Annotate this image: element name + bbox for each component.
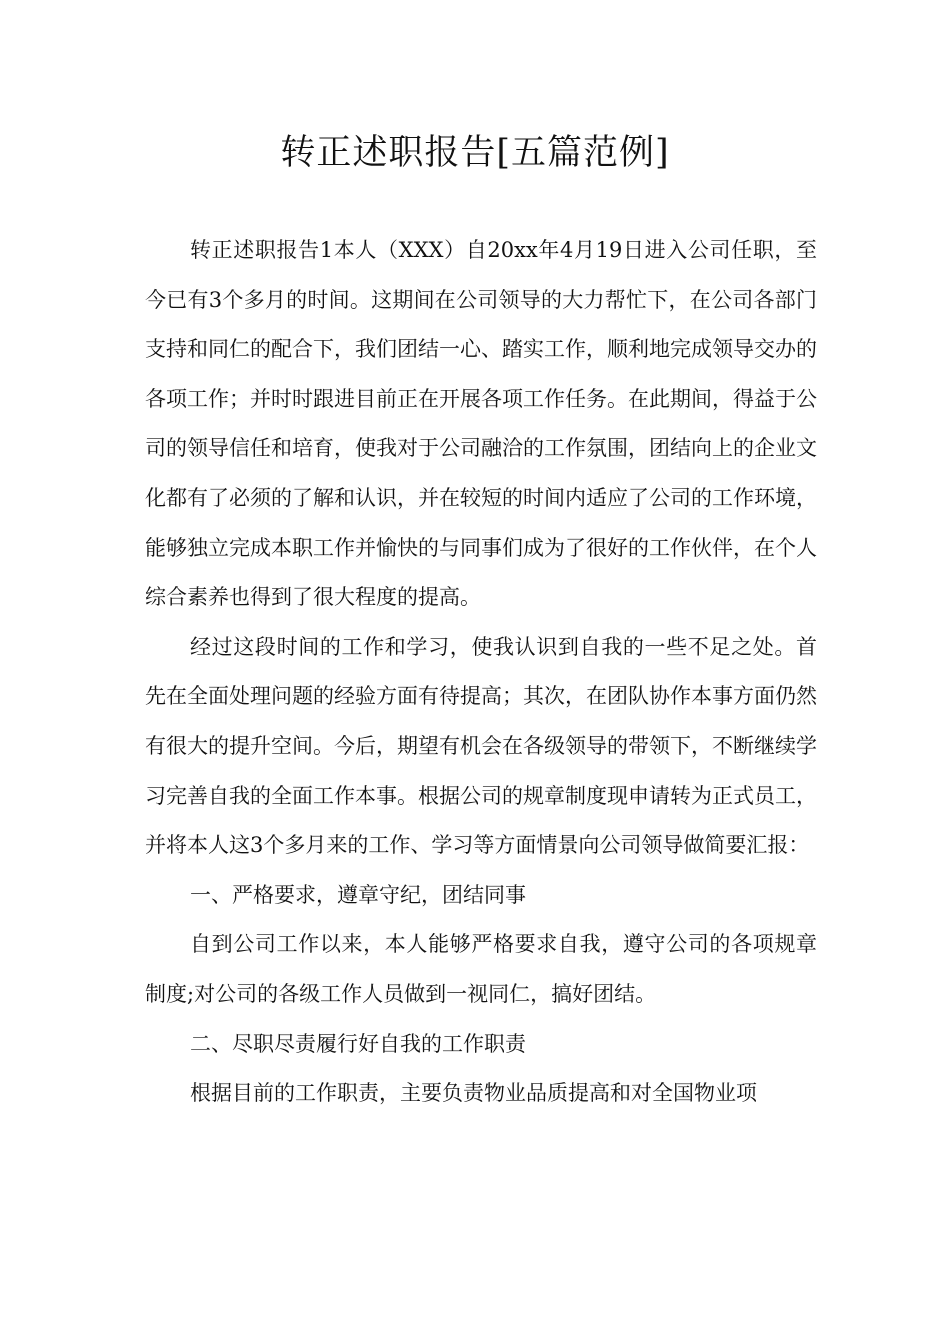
document-title: 转正述职报告[五篇范例] (280, 133, 670, 173)
section-heading: 二、尽职尽责履行好自我的工作职责 (190, 1031, 526, 1056)
section-heading: 一、严格要求，遵章守纪，团结同事 (190, 882, 526, 907)
body-paragraph: 根据目前的工作职责，主要负责物业品质提高和对全国物业项 (190, 1081, 757, 1106)
body-paragraph: 转正述职报告1本人（XXX）自20xx年4月19日进入公司任职，至今已有3个多月的时间。这期间在公司领导的大力帮忙下，在公司各部门支持和同仁的配合下，我们团结一心、踏实工作，顺利地完成领导交办的各项工作；并时时跟进目前正在开展各项工作任务。在此期间，得益于公司的领导信任和培育，使我对于公司融洽的工作氛围，团结向上的企业文化都有了必须的了解和认识，并在较短的时间内适应了公司的工作环境，能够独立完成本职工作并愉快的与同事们成为了很好的工作伙伴，在个人综合素养也得到了很大程度的提高。 (145, 238, 817, 610)
body-paragraph: 自到公司工作以来，本人能够严格要求自我，遵守公司的各项规章制度;对公司的各级工作人员做到一视同仁，搞好团结。 (145, 932, 817, 1006)
body-paragraph: 经过这段时间的工作和学习，使我认识到自我的一些不足之处。首先在全面处理问题的经验方面有待提高；其次，在团队协作本事方面仍然有很大的提升空间。今后，期望有机会在各级领导的带领下，不断继续学习完善自我的全面工作本事。根据公司的规章制度现申请转为正式员工，并将本人这3个多月来的工作、学习等方面情景向公司领导做简要汇报： (145, 634, 817, 858)
document-body (145, 226, 817, 1119)
